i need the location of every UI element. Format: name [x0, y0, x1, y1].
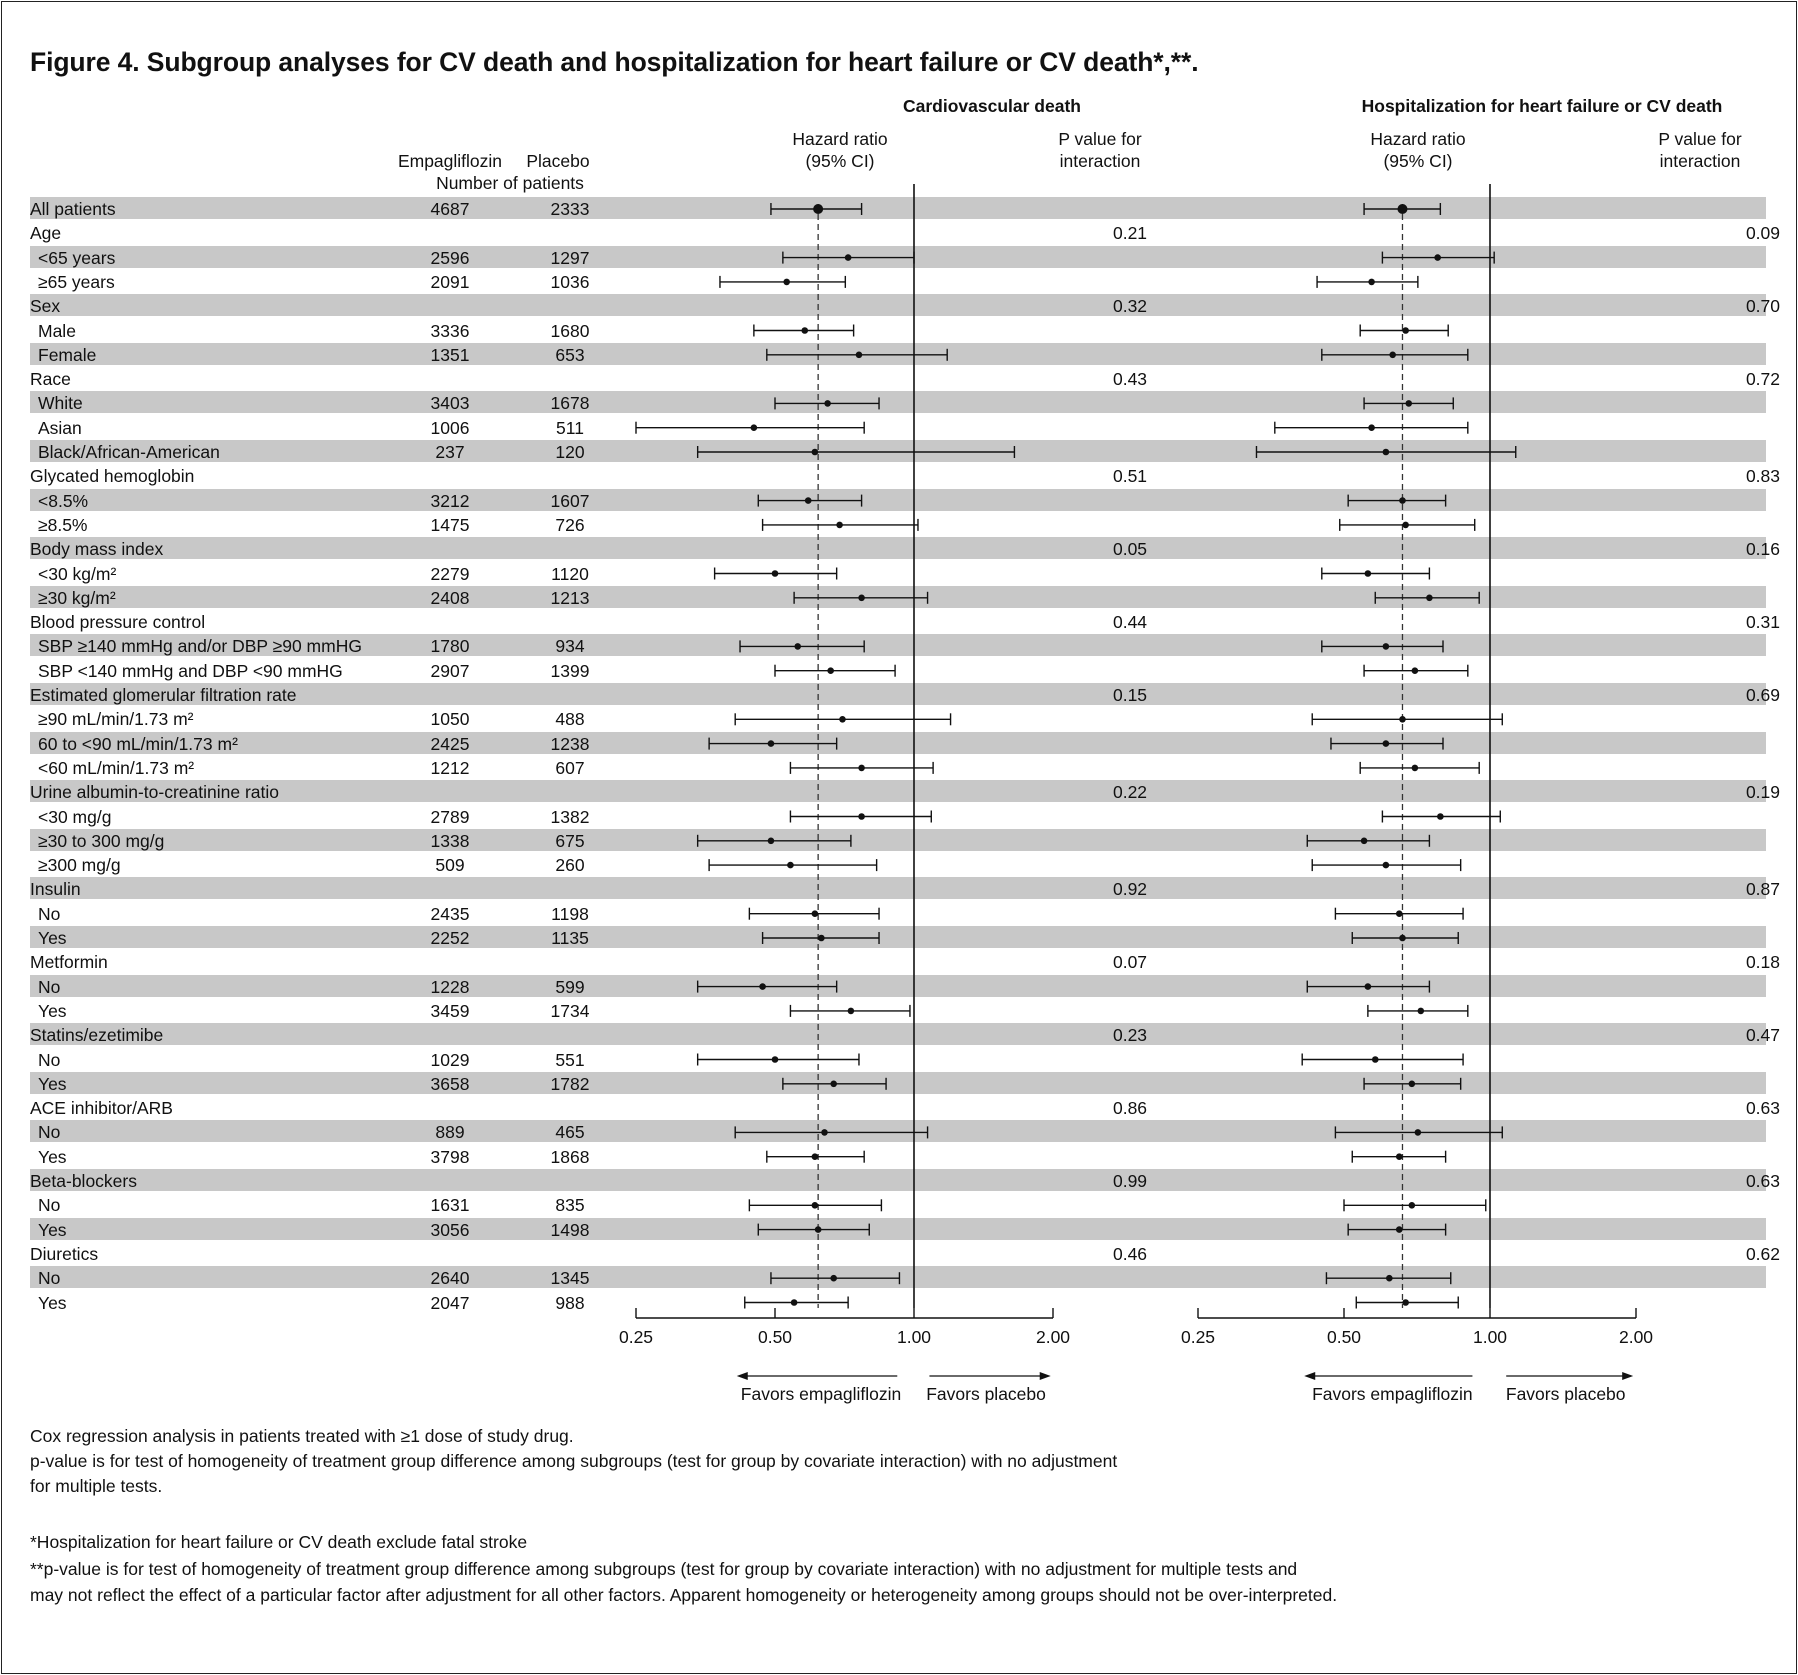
subgroup-label: No	[38, 1268, 61, 1289]
empagliflozin-count: 3798	[430, 1146, 470, 1167]
empagliflozin-count: 1338	[430, 830, 470, 851]
figure-title: Figure 4. Subgroup analyses for CV death and hospitalization for heart failure or CV death*,**.	[30, 47, 1199, 77]
subgroup-label: Male	[38, 320, 76, 341]
point-estimate	[1426, 595, 1433, 602]
point-estimate	[830, 1081, 837, 1088]
subgroup-label: ≥30 kg/m²	[38, 587, 116, 608]
point-estimate	[1437, 813, 1444, 820]
empagliflozin-count: 1029	[430, 1049, 470, 1070]
hf-p-value: 0.63	[1745, 1171, 1780, 1191]
panel1-pval-header-1: P value for	[1058, 129, 1142, 149]
point-estimate	[821, 1129, 828, 1136]
subgroup-label: Yes	[38, 1292, 67, 1313]
placebo-count: 1297	[550, 247, 590, 268]
point-estimate	[856, 352, 863, 359]
point-estimate	[801, 327, 808, 334]
subgroup-label: <60 mL/min/1.73 m²	[38, 757, 195, 778]
subgroup-label: ACE inhibitor/ARB	[30, 1098, 173, 1119]
point-estimate	[1402, 522, 1409, 529]
favors-right-arrowhead	[1040, 1372, 1051, 1380]
x-tick-label: 1.00	[1472, 1327, 1508, 1347]
hf-p-value: 0.19	[1745, 782, 1780, 803]
point-estimate	[1412, 765, 1419, 772]
placebo-count: 120	[555, 442, 585, 462]
subgroup-label: Urine albumin-to-creatinine ratio	[30, 782, 279, 803]
subgroup-label: Insulin	[30, 879, 81, 900]
hf-p-value: 0.31	[1745, 612, 1780, 633]
subgroup-label: All patients	[30, 199, 116, 219]
placebo-count: 726	[555, 514, 585, 535]
placebo-count: 1382	[550, 806, 590, 827]
placebo-count: 675	[555, 830, 585, 851]
empagliflozin-count: 1050	[430, 709, 470, 730]
empagliflozin-count: 2408	[430, 587, 470, 608]
empagliflozin-count: 509	[435, 855, 465, 876]
point-estimate	[845, 254, 852, 261]
hf-p-value: 0.47	[1745, 1025, 1780, 1046]
x-tick-label: 0.25	[618, 1327, 654, 1347]
empagliflozin-count: 2789	[430, 806, 470, 827]
x-tick-label: 2.00	[1618, 1327, 1654, 1347]
hf-p-value: 0.87	[1745, 879, 1780, 900]
point-estimate	[772, 570, 779, 577]
point-estimate	[812, 1202, 819, 1209]
subgroup-label: No	[38, 1195, 61, 1216]
empagliflozin-count: 3336	[430, 320, 470, 341]
subgroup-label: No	[38, 903, 61, 924]
subgroup-label: <65 years	[38, 247, 116, 268]
placebo-count: 1399	[550, 660, 590, 681]
subgroup-label: White	[38, 393, 83, 414]
footnote-2: p-value is for test of homogeneity of treatment group difference among subgroups (test for group by covariate interaction) with no adjustment	[30, 1451, 1118, 1471]
point-estimate	[1365, 983, 1372, 990]
cv-death-p-value: 0.23	[1112, 1025, 1148, 1046]
point-estimate	[815, 1226, 822, 1233]
subgroup-label: ≥65 years	[38, 271, 115, 292]
subgroup-label: ≥90 mL/min/1.73 m²	[38, 709, 194, 730]
cv-death-p-value: 0.05	[1112, 539, 1148, 560]
point-estimate	[824, 400, 831, 407]
cv-death-p-value: 0.86	[1112, 1098, 1148, 1119]
point-estimate	[791, 1299, 798, 1306]
favors-right-arrowhead	[1622, 1372, 1633, 1380]
point-estimate	[1409, 1081, 1416, 1088]
point-estimate	[848, 1008, 855, 1015]
point-estimate	[794, 643, 801, 650]
subgroup-label: Black/African-American	[38, 442, 220, 462]
panel2-title: Hospitalization for heart failure or CV death	[1361, 96, 1723, 116]
empagliflozin-count: 2640	[430, 1268, 470, 1289]
placebo-count: 607	[555, 757, 585, 778]
point-estimate	[1399, 935, 1406, 942]
favors-empagliflozin-label: Favors empagliflozin	[740, 1384, 902, 1404]
subgroup-label: Yes	[38, 1000, 67, 1021]
subgroup-label: ≥300 mg/g	[38, 855, 121, 876]
hf-p-value: 0.16	[1745, 539, 1780, 560]
point-estimate	[1389, 352, 1396, 359]
empagliflozin-header: Empagliflozin	[397, 151, 503, 171]
subgroup-label: No	[38, 976, 61, 997]
cv-death-p-value: 0.46	[1112, 1243, 1148, 1264]
point-estimate	[1397, 204, 1407, 214]
point-estimate	[1383, 449, 1390, 456]
x-tick-label: 0.50	[1326, 1327, 1362, 1347]
placebo-count: 488	[555, 709, 585, 730]
x-tick-label: 0.50	[757, 1327, 793, 1347]
footnote-5: **p-value is for test of homogeneity of treatment group difference among subgroups (test for group by covariate interaction) with no adjustment for multiple tests and	[30, 1559, 1298, 1579]
point-estimate	[1368, 279, 1375, 286]
subgroup-label: Asian	[38, 417, 82, 438]
point-estimate	[858, 813, 865, 820]
panel1-hr-label: Hazard ratio	[792, 129, 888, 149]
point-estimate	[812, 910, 819, 917]
hf-p-value: 0.63	[1745, 1098, 1780, 1119]
placebo-count: 1198	[551, 903, 589, 924]
cv-death-p-value: 0.22	[1112, 782, 1148, 803]
hf-p-value: 0.09	[1745, 223, 1780, 244]
cv-death-p-value: 0.43	[1112, 369, 1148, 390]
subgroup-label: <30 mg/g	[38, 806, 112, 827]
empagliflozin-count: 3056	[430, 1219, 470, 1240]
cv-death-p-value: 0.07	[1112, 952, 1148, 973]
favors-left-arrowhead	[1304, 1372, 1315, 1380]
empagliflozin-count: 1475	[430, 514, 470, 535]
cv-death-p-value: 0.21	[1112, 223, 1148, 244]
point-estimate	[787, 862, 794, 869]
point-estimate	[1409, 1202, 1416, 1209]
point-estimate	[1405, 400, 1412, 407]
point-estimate	[1402, 327, 1409, 334]
point-estimate	[1361, 838, 1368, 845]
subgroup-label: 60 to <90 mL/min/1.73 m²	[38, 733, 238, 754]
empagliflozin-count: 2907	[430, 660, 470, 681]
empagliflozin-count: 2425	[430, 733, 470, 754]
placebo-count: 511	[556, 417, 584, 438]
placebo-count: 599	[555, 976, 585, 997]
subgroup-label: Yes	[38, 1146, 67, 1167]
subgroup-label: ≥30 to 300 mg/g	[38, 830, 165, 851]
empagliflozin-count: 1006	[430, 417, 470, 438]
subgroup-label: No	[38, 1122, 61, 1143]
subgroup-label: ≥8.5%	[38, 514, 88, 535]
empagliflozin-count: 3658	[430, 1073, 470, 1094]
subgroup-label: Body mass index	[30, 539, 164, 560]
point-estimate	[1402, 1299, 1409, 1306]
empagliflozin-count: 3459	[430, 1000, 470, 1021]
panel2-hr-ci: (95% CI)	[1383, 151, 1453, 171]
subgroup-label: Race	[30, 369, 71, 390]
placebo-count: 1135	[551, 928, 589, 948]
placebo-count: 1238	[550, 733, 590, 754]
subgroup-label: <30 kg/m²	[38, 563, 117, 584]
favors-placebo-label: Favors placebo	[926, 1384, 1046, 1404]
placebo-count: 1345	[550, 1268, 590, 1289]
placebo-count: 1036	[550, 271, 590, 292]
point-estimate	[1383, 643, 1390, 650]
point-estimate	[1396, 1153, 1403, 1160]
placebo-count: 551	[555, 1049, 585, 1070]
hf-p-value: 0.72	[1745, 369, 1780, 390]
favors-empagliflozin-label: Favors empagliflozin	[1312, 1384, 1473, 1404]
empagliflozin-count: 1228	[430, 976, 470, 997]
hf-p-value: 0.70	[1745, 296, 1780, 317]
point-estimate	[1396, 910, 1403, 917]
empagliflozin-count: 2047	[430, 1292, 470, 1313]
x-tick-label: 1.00	[896, 1327, 932, 1347]
subgroup-label: Yes	[38, 928, 67, 948]
cv-death-p-value: 0.99	[1112, 1171, 1148, 1191]
placebo-header: Placebo	[526, 151, 590, 171]
x-tick-label: 2.00	[1035, 1327, 1071, 1347]
panel1-title: Cardiovascular death	[903, 96, 1081, 116]
cv-death-p-value: 0.51	[1112, 466, 1148, 487]
point-estimate	[1399, 716, 1406, 723]
placebo-count: 1120	[551, 563, 589, 584]
placebo-count: 1782	[550, 1073, 590, 1094]
subgroup-label: Metformin	[30, 952, 108, 973]
subgroup-label: Yes	[38, 1073, 67, 1094]
panel1-pval-header-2: interaction	[1059, 151, 1141, 171]
empagliflozin-count: 3403	[430, 393, 470, 414]
point-estimate	[1412, 667, 1419, 674]
point-estimate	[812, 449, 819, 456]
favors-left-arrowhead	[737, 1372, 748, 1380]
subgroup-label: Yes	[38, 1219, 67, 1240]
subgroup-label: Age	[30, 223, 62, 244]
subgroup-label: SBP ≥140 mmHg and/or DBP ≥90 mmHG	[38, 636, 362, 657]
empagliflozin-count: 1631	[430, 1195, 470, 1216]
subgroup-label: Sex	[30, 296, 61, 317]
panel2-pval-header-1: P value for	[1658, 129, 1742, 149]
footnote-3: for multiple tests.	[30, 1476, 163, 1496]
empagliflozin-count: 237	[435, 442, 465, 462]
point-estimate	[759, 983, 766, 990]
subgroup-label: No	[38, 1049, 61, 1070]
hf-p-value: 0.69	[1745, 685, 1780, 705]
subgroup-label: <8.5%	[38, 490, 89, 511]
placebo-count: 1498	[550, 1219, 590, 1240]
point-estimate	[783, 279, 790, 286]
placebo-count: 465	[555, 1122, 585, 1143]
point-estimate	[812, 1153, 819, 1160]
placebo-count: 1607	[550, 490, 590, 511]
point-estimate	[1396, 1226, 1403, 1233]
point-estimate	[751, 424, 758, 431]
point-estimate	[1418, 1008, 1425, 1015]
favors-placebo-label: Favors placebo	[1505, 1384, 1626, 1404]
point-estimate	[1386, 1275, 1393, 1282]
point-estimate	[1372, 1056, 1379, 1063]
placebo-count: 1868	[550, 1146, 590, 1167]
empagliflozin-count: 2596	[430, 247, 470, 268]
point-estimate	[1434, 254, 1441, 261]
empagliflozin-count: 2279	[430, 563, 470, 584]
number-of-patients-header: Number of patients	[436, 173, 584, 193]
footnote-1: Cox regression analysis in patients treated with ≥1 dose of study drug.	[30, 1426, 574, 1446]
cv-death-p-value: 0.32	[1112, 296, 1148, 317]
point-estimate	[772, 1056, 779, 1063]
x-tick-label: 0.25	[1180, 1327, 1216, 1347]
subgroup-label: Female	[38, 344, 97, 365]
point-estimate	[1415, 1129, 1422, 1136]
cv-death-p-value: 0.92	[1112, 879, 1148, 900]
placebo-count: 2333	[550, 199, 590, 219]
placebo-count: 653	[555, 344, 585, 365]
point-estimate	[1365, 570, 1372, 577]
point-estimate	[839, 716, 846, 723]
placebo-count: 1213	[550, 587, 590, 608]
footnote-6: may not reflect the effect of a particular factor after adjustment for all other factors. Apparent homogeneity or heterogeneity among groups should not be over-interpreted.	[30, 1585, 1338, 1605]
placebo-count: 1678	[550, 393, 590, 414]
empagliflozin-count: 1780	[430, 636, 470, 657]
point-estimate	[805, 497, 812, 504]
point-estimate	[768, 838, 775, 845]
subgroup-label: Beta-blockers	[30, 1171, 137, 1191]
footnote-4: *Hospitalization for heart failure or CV death exclude fatal stroke	[30, 1532, 528, 1552]
placebo-count: 1680	[550, 320, 590, 341]
point-estimate	[1383, 862, 1390, 869]
subgroup-label: Estimated glomerular filtration rate	[30, 685, 297, 705]
subgroup-label: Diuretics	[30, 1243, 99, 1264]
empagliflozin-count: 1351	[430, 344, 470, 365]
empagliflozin-count: 2435	[430, 903, 470, 924]
subgroup-label: Statins/ezetimibe	[30, 1025, 164, 1046]
point-estimate	[768, 740, 775, 747]
point-estimate	[1399, 497, 1406, 504]
point-estimate	[813, 204, 823, 214]
point-estimate	[1368, 424, 1375, 431]
empagliflozin-count: 1212	[430, 757, 470, 778]
point-estimate	[830, 1275, 837, 1282]
point-estimate	[827, 667, 834, 674]
panel1-hr-ci: (95% CI)	[805, 151, 875, 171]
empagliflozin-count: 3212	[430, 490, 470, 511]
empagliflozin-count: 889	[435, 1122, 465, 1143]
subgroup-label: SBP <140 mmHg and DBP <90 mmHG	[38, 660, 343, 681]
panel2-pval-header-2: interaction	[1659, 151, 1741, 171]
empagliflozin-count: 4687	[430, 199, 470, 219]
placebo-count: 1734	[550, 1000, 590, 1021]
cv-death-p-value: 0.15	[1112, 685, 1148, 705]
point-estimate	[858, 765, 865, 772]
placebo-count: 260	[555, 855, 585, 876]
panel2-hr-label: Hazard ratio	[1370, 129, 1466, 149]
hf-p-value: 0.18	[1745, 952, 1780, 973]
placebo-count: 835	[555, 1195, 585, 1216]
hf-p-value: 0.62	[1745, 1243, 1780, 1264]
subgroup-label: Blood pressure control	[30, 612, 206, 633]
point-estimate	[818, 935, 825, 942]
empagliflozin-count: 2252	[430, 928, 470, 948]
placebo-count: 988	[555, 1292, 585, 1313]
subgroup-label: Glycated hemoglobin	[30, 466, 195, 487]
empagliflozin-count: 2091	[430, 271, 470, 292]
placebo-count: 934	[555, 636, 585, 657]
point-estimate	[858, 595, 865, 602]
point-estimate	[836, 522, 843, 529]
cv-death-p-value: 0.44	[1112, 612, 1148, 633]
point-estimate	[1383, 740, 1390, 747]
hf-p-value: 0.83	[1745, 466, 1780, 487]
